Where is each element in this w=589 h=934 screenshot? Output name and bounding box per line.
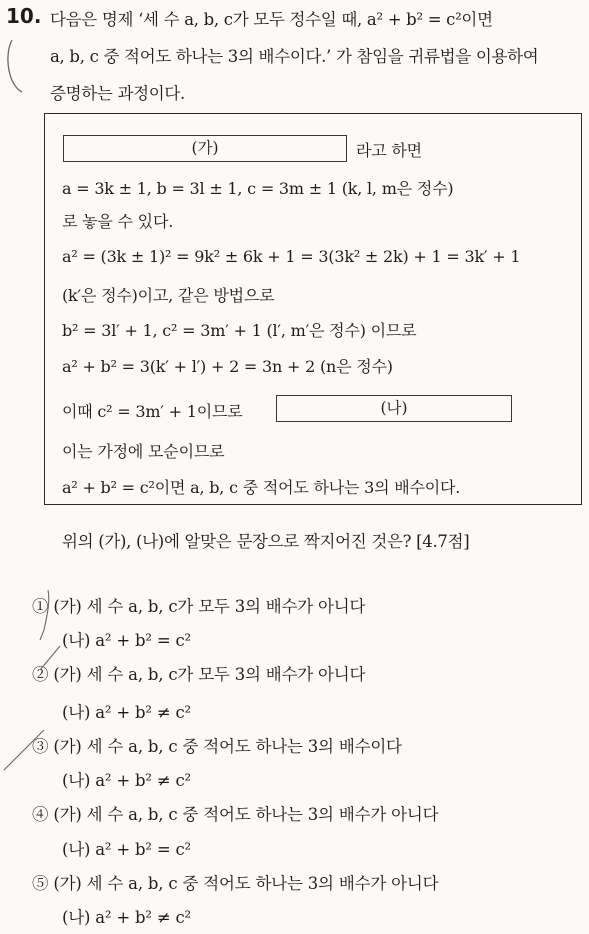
- choice-5-ga: (가) 세 수 a, b, c 중 적어도 하나는 3의 배수가 아니다: [53, 874, 439, 893]
- proof-after-ga: 라고 하면: [356, 141, 422, 160]
- proof-line-3: a² = (3k ± 1)² = 9k² ± 6k + 1 = 3(3k² ± 2k) + 1 = 3k′ + 1: [62, 247, 521, 266]
- blank-na: (나): [276, 395, 512, 422]
- proof-line-1: a = 3k ± 1, b = 3l ± 1, c = 3m ± 1 (k, l, m은 정수): [62, 179, 454, 198]
- choice-3-na: (나) a² + b² ≠ c²: [62, 771, 191, 790]
- proof-line-2: 로 놓을 수 있다.: [62, 212, 174, 231]
- choice-4[interactable]: [32, 801, 438, 825]
- question-stem-line-1: 다음은 명제 ‘세 수 a, b, c가 모두 정수일 때, a² + b² = c²이면: [50, 10, 493, 29]
- choice-3-ga: (가) 세 수 a, b, c 중 적어도 하나는 3의 배수이다: [53, 737, 402, 756]
- blank-ga: (가): [63, 135, 347, 162]
- question-stem-line-2: a, b, c 중 적어도 하나는 3의 배수이다.’ 가 참임을 귀류법을 이용하여: [50, 47, 539, 66]
- question-number: 10.: [6, 4, 42, 28]
- proof-line-5: b² = 3l′ + 1, c² = 3m′ + 1 (l′, m′은 정수) 이므로: [62, 321, 417, 340]
- proof-before-na: 이때 c² = 3m′ + 1이므로: [62, 402, 243, 421]
- proof-line-4: (k′은 정수)이고, 같은 방법으로: [62, 286, 275, 305]
- choice-2[interactable]: [32, 661, 365, 685]
- question-stem-line-3: 증명하는 과정이다.: [50, 84, 186, 103]
- choice-4-na: (나) a² + b² = c²: [62, 840, 191, 859]
- choice-2-ga: (가) 세 수 a, b, c가 모두 3의 배수가 아니다: [53, 665, 366, 684]
- choice-2-na: (나) a² + b² ≠ c²: [62, 703, 191, 722]
- question-prompt: 위의 (가), (나)에 알맞은 문장으로 짝지어진 것은? [4.7점]: [62, 532, 470, 551]
- choice-5-mark: ⑤: [32, 874, 49, 893]
- choice-5[interactable]: [32, 870, 438, 894]
- proof-conclusion: a² + b² = c²이면 a, b, c 중 적어도 하나는 3의 배수이다.: [62, 478, 461, 497]
- proof-contradiction: 이는 가정에 모순이므로: [62, 442, 225, 461]
- proof-line-6: a² + b² = 3(k′ + l′) + 2 = 3n + 2 (n은 정수): [62, 357, 393, 376]
- choice-1-ga: (가) 세 수 a, b, c가 모두 3의 배수가 아니다: [53, 597, 366, 616]
- choice-4-mark: ④: [32, 805, 49, 824]
- choice-5-na: (나) a² + b² ≠ c²: [62, 908, 191, 927]
- choice-3-mark: ③: [32, 737, 49, 756]
- choice-4-ga: (가) 세 수 a, b, c 중 적어도 하나는 3의 배수가 아니다: [53, 805, 439, 824]
- choice-1[interactable]: [32, 593, 365, 617]
- choice-2-mark: ②: [32, 665, 49, 684]
- margin-scribble: [8, 40, 22, 92]
- choice-1-mark: ①: [32, 597, 49, 616]
- choice-1-na: (나) a² + b² = c²: [62, 631, 191, 650]
- choice-3[interactable]: [32, 733, 402, 757]
